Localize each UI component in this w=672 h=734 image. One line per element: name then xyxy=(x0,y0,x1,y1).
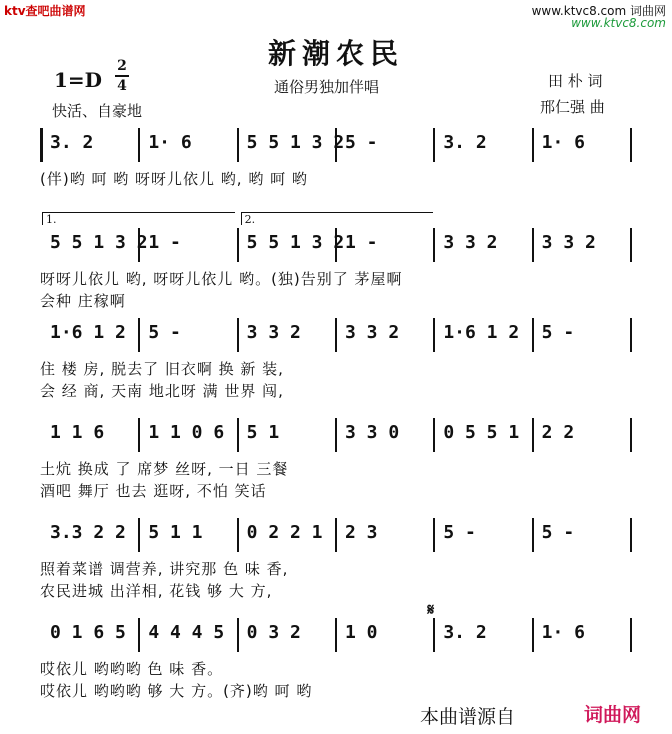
barline xyxy=(433,518,435,552)
key-signature: 1=D xyxy=(54,68,103,92)
barline xyxy=(335,318,337,352)
watermark-top-right: www.ktvc8.com 词曲网 xyxy=(531,4,666,18)
measure-notes: 3 3 2 xyxy=(443,232,498,253)
measure-notes: 5 - xyxy=(443,522,476,543)
notation-line xyxy=(40,618,630,652)
lyrics-verse-2: 会 经 商, 天南 地北呀 满 世界 闯, xyxy=(40,382,284,400)
measure-notes: 4 4 4 5 xyxy=(148,622,225,643)
barline xyxy=(532,318,534,352)
barline xyxy=(237,128,239,162)
measure-notes: 0 5 5 1 xyxy=(443,422,520,443)
measure-notes: 0 1 6 5 xyxy=(50,622,126,643)
barline xyxy=(237,228,239,262)
lyrics-verse-1: 土炕 换成 了 席梦 丝呀, 一日 三餐 xyxy=(40,460,289,478)
barline xyxy=(433,228,435,262)
barline xyxy=(335,618,337,652)
measure-notes: 2 3 xyxy=(345,522,378,543)
barline xyxy=(335,518,337,552)
measure-notes: 5 - xyxy=(148,322,181,343)
measure-notes: 3 3 2 xyxy=(246,322,301,343)
measure-notes: 1· 6 xyxy=(148,132,192,153)
time-signature-top: 2 xyxy=(117,58,127,74)
watermark-top-left: ktv查吧曲谱网 xyxy=(4,4,86,18)
measure-notes: 1· 6 xyxy=(541,132,586,153)
barline xyxy=(138,128,140,162)
barline xyxy=(335,418,337,452)
measure-notes: 3. 2 xyxy=(443,132,487,153)
barline xyxy=(630,418,632,452)
barline xyxy=(433,618,435,652)
barline xyxy=(630,518,632,552)
barline xyxy=(433,418,435,452)
barline xyxy=(532,418,534,452)
segno-sign: 𝄋 xyxy=(427,600,435,619)
measure-notes: 3 3 0 xyxy=(345,422,400,443)
lyrics-verse-2: 会种 庄稼啊 xyxy=(40,292,126,310)
lyrics-verse-1: (伴)哟 呵 哟 呀呀儿依儿 哟, 哟 呵 哟 xyxy=(40,170,308,188)
composer-credit: 邢仁强 曲 xyxy=(540,98,605,116)
lyrics-verse-1: 哎依儿 哟哟哟 色 味 香。 xyxy=(40,660,224,678)
barline xyxy=(138,418,140,452)
measure-notes: 3. 2 xyxy=(443,622,487,643)
time-signature xyxy=(115,58,129,94)
performance-subtitle: 通俗男独加伴唱 xyxy=(274,78,380,96)
barline xyxy=(532,518,534,552)
measure-notes: 5 5 1 3 2 xyxy=(246,132,345,153)
measure-notes: 1 1 6 xyxy=(50,422,105,443)
volta-first-ending: 1. xyxy=(42,212,235,225)
barline xyxy=(630,318,632,352)
lyrics-verse-1: 照着菜谱 调营养, 讲究那 色 味 香, xyxy=(40,560,289,578)
barline xyxy=(532,618,534,652)
notation-line xyxy=(40,518,630,552)
barline xyxy=(532,128,534,162)
barline xyxy=(532,228,534,262)
measure-notes: 1· 6 xyxy=(541,622,586,643)
measure-notes: 5 5 1 3 2 xyxy=(246,232,345,253)
measure-notes: 5 - xyxy=(541,522,575,543)
measure-notes: 3 3 2 xyxy=(345,322,400,343)
measure-notes: 5 - xyxy=(345,132,378,153)
barline xyxy=(138,518,140,552)
measure-notes: 1·6 1 2 xyxy=(443,322,520,343)
barline xyxy=(138,318,140,352)
measure-notes: 1 - xyxy=(345,232,378,253)
measure-notes: 5 1 1 xyxy=(148,522,203,543)
notation-line xyxy=(40,318,630,352)
footer-site-logo: 词曲网 xyxy=(584,704,642,726)
barline xyxy=(433,128,435,162)
lyricist-credit: 田 朴 词 xyxy=(548,72,603,90)
barline xyxy=(630,128,632,162)
measure-notes: 3.3 2 2 xyxy=(50,522,126,543)
footer-source-text: 本曲谱源自 xyxy=(420,706,516,728)
tempo-marking: 快活、自豪地 xyxy=(52,102,143,120)
barline xyxy=(630,618,632,652)
measure-notes: 1 0 xyxy=(345,622,378,643)
barline xyxy=(433,318,435,352)
measure-notes: 0 2 2 1 xyxy=(246,522,323,543)
time-signature-bottom: 4 xyxy=(117,78,127,94)
barline xyxy=(237,518,239,552)
lyrics-verse-1: 住 楼 房, 脱去了 旧衣啊 换 新 装, xyxy=(40,360,284,378)
lyrics-verse-1: 呀呀儿依儿 哟, 呀呀儿依儿 哟。(独)告别了 茅屋啊 xyxy=(40,270,403,288)
barline xyxy=(237,318,239,352)
notation-line xyxy=(40,128,630,162)
measure-notes: 5 1 xyxy=(246,422,280,443)
barline xyxy=(237,418,239,452)
measure-notes: 1·6 1 2 xyxy=(50,322,126,343)
barline xyxy=(40,128,43,162)
notation-line xyxy=(40,418,630,452)
measure-notes: 5 - xyxy=(541,322,575,343)
song-title: 新潮农民 xyxy=(267,37,404,70)
measure-notes: 5 5 1 3 2 xyxy=(50,232,148,253)
barline xyxy=(630,228,632,262)
measure-notes: 1 1 0 6 xyxy=(148,422,225,443)
measure-notes: 2 2 xyxy=(541,422,575,443)
lyrics-verse-2: 农民进城 出洋相, 花钱 够 大 方, xyxy=(40,582,273,600)
barline xyxy=(237,618,239,652)
volta-second-ending: 2. xyxy=(241,212,434,225)
barline xyxy=(138,618,140,652)
notation-line xyxy=(40,228,630,262)
measure-notes: 3. 2 xyxy=(50,132,94,153)
measure-notes: 3 3 2 xyxy=(541,232,596,253)
measure-notes: 0 3 2 xyxy=(246,622,301,643)
measure-notes: 1 - xyxy=(148,232,181,253)
lyrics-verse-2: 酒吧 舞厅 也去 逛呀, 不怕 笑话 xyxy=(40,482,267,500)
watermark-top-right-sub: www.ktvc8.com xyxy=(571,16,666,30)
time-signature-bar xyxy=(115,75,129,77)
lyrics-verse-2: 哎依儿 哟哟哟 够 大 方。(齐)哟 呵 哟 xyxy=(40,682,313,700)
